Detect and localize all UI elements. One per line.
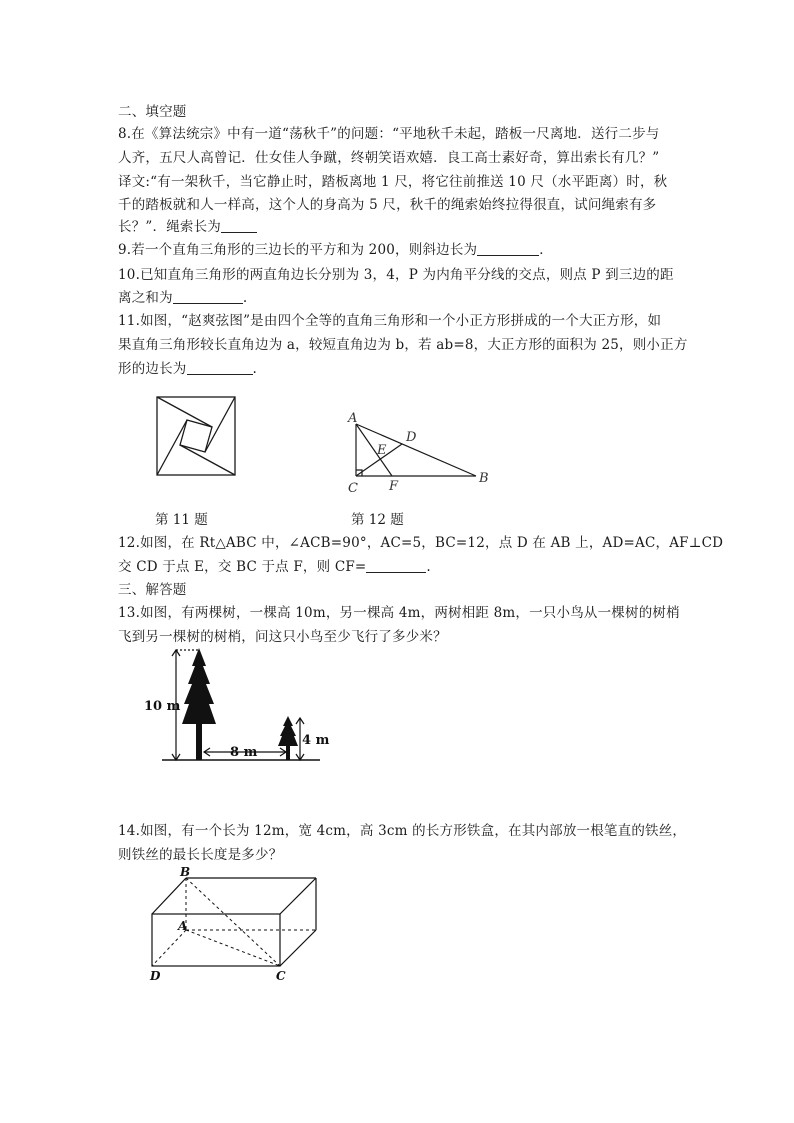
q8-line-1: 8.在《算法统宗》中有一道“荡秋千”的问题：“平地秋千未起，踏板一尺离地．送行二步与 [118,126,660,142]
triangle-edge [157,420,187,475]
q11-answer-blank[interactable] [187,359,253,375]
label-b: B [479,471,489,486]
q11-line-1: 11.如图，“赵爽弦图”是由四个全等的直角三角形和一个小正方形拼成的一个大正方形，如 [118,313,662,329]
q8-line-4: 千的踏板就和人一样高，这个人的身高为 5 尺，秋千的绳索始终拉得很直，试问绳索有多 [118,197,657,213]
label-distance: 8 m [230,745,258,760]
label-c: C [276,969,286,983]
short-tree-icon [278,716,298,760]
section-heading-solve: 三、解答题 [118,582,187,598]
edge [152,878,186,914]
label-c: C [348,481,358,496]
label-b: B [180,865,191,879]
hidden-edge [152,930,186,966]
q11-line-2: 果直角三角形较长直角边为 a，较短直角边为 b，若 ab=8，大正方形的面积为 25，则小正方 [118,337,688,353]
label-f: F [389,479,399,494]
q11-line-3 [118,358,257,380]
q8-prompt: 长？”．绳索长为 [118,219,222,235]
edge [280,878,316,914]
figure-zhao-shuang-square [150,390,242,482]
figure-rectangular-box [140,866,340,986]
outer-square [157,397,235,475]
q10-end: . [242,290,248,306]
caption-fig-11: 第 11 题 [155,512,208,528]
label-short-height: 4 m [302,733,330,748]
q8-answer-blank[interactable] [221,217,257,233]
q12-prompt: 交 CD 于点 E，交 BC 于点 F，则 CF= [118,559,367,575]
edge [280,930,316,966]
q9-answer-blank[interactable] [477,240,539,256]
label-a: A [348,411,358,426]
q8-line-5 [118,216,257,238]
q10-line-1: 10.已知直角三角形的两直角边长分别为 3，4，P 为内角平分线的交点，则点 P 到三边的距 [118,267,674,283]
q10-prompt: 离之和为 [118,290,173,306]
q10-line-2 [118,287,247,309]
figure-two-trees [140,642,330,772]
q12-line-2 [118,556,431,578]
triangle-edge [157,397,212,427]
label-tall-height: 10 m [144,699,181,714]
q14-line-1: 14.如图，有一个长为 12m，宽 4cm，高 3cm 的长方形铁盒，在其内部放一根笔直的铁丝， [118,823,687,839]
q11-prompt: 形的边长为 [118,361,187,377]
label-d: D [406,430,417,445]
figure-right-triangle [338,402,498,502]
caption-fig-12: 第 12 题 [351,512,404,528]
q12-answer-blank[interactable] [366,557,426,573]
q13-line-2: 飞到另一棵树的树梢，问这只小鸟至少飞行了多少米？ [118,629,447,645]
diagonal-bc [186,878,280,966]
section-heading-fill-in: 二、填空题 [118,104,187,120]
tall-tree-icon [182,648,216,760]
q9-line [118,239,553,261]
diagonal-ac [186,930,280,966]
q13-line-1: 13.如图，有两棵树，一棵高 10m，另一棵高 4m，两树相距 8m，一只小鸟从一棵树的树梢 [118,605,680,621]
label-a: A [178,919,188,933]
q11-end: . [252,361,257,377]
q12-line-1: 12.如图，在 Rt△ABC 中，∠ACB=90°，AC=5，BC=12，点 D 在 AB 上，AD=AC，AF⊥CD [118,535,724,551]
q8-line-3: 译文:“有一架秋千，当它静止时，踏板离地 1 尺，将它往前推送 10 尺（水平距离）时，秋 [118,174,668,190]
label-d: D [150,969,161,983]
q10-answer-blank[interactable] [173,288,243,304]
q8-line-2: 人齐，五尺人高曾记．仕女佳人争蹴，终朝笑语欢嬉．良工高士素好奇，算出索长有几？” [118,150,660,166]
q9-prompt: 9.若一个直角三角形的三边长的平方和为 200，则斜边长为 [118,242,478,258]
q9-end: ． [539,242,553,258]
label-e: E [377,443,387,458]
triangle-edge [205,397,235,452]
q12-end: . [426,559,431,575]
triangle-edge [180,445,235,475]
q14-line-2: 则铁丝的最长长度是多少？ [118,847,283,863]
